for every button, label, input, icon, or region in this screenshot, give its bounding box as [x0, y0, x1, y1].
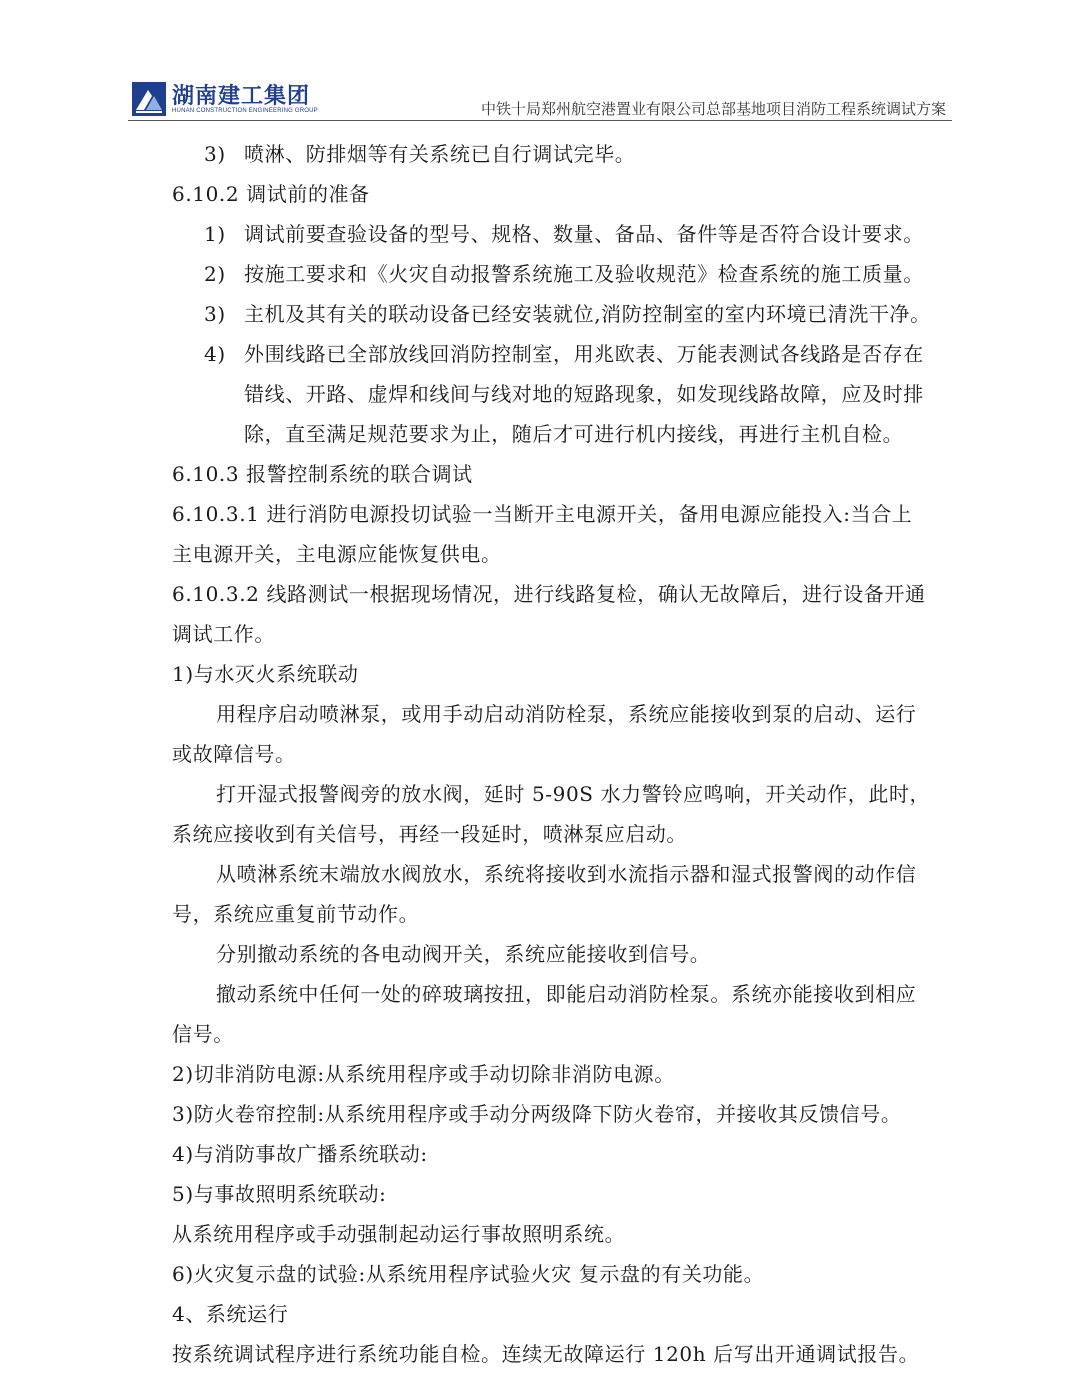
list-item — [172, 294, 962, 334]
section-heading: 4、系统运行 — [172, 1302, 289, 1326]
header-title: 中铁十局郑州航空港置业有限公司总部基地项目消防工程系统调试方案 — [480, 100, 946, 118]
paragraph-line: 主电源开关，主电源应能恢复供电。 — [172, 542, 502, 566]
paragraph-line: 或故障信号。 — [172, 742, 296, 766]
list-number: 3) — [204, 302, 226, 326]
paragraph-line: 号，系统应重复前节动作。 — [172, 902, 420, 926]
page-header — [128, 72, 952, 122]
list-number: 2) — [204, 262, 226, 286]
list-item-continuation: 除，直至满足规范要求为止，随后才可进行机内接线，再进行主机自检。 — [244, 422, 904, 446]
paragraph-line: 调试工作。 — [172, 622, 275, 646]
list-item — [172, 254, 962, 294]
paragraph-line: 从系统用程序或手动强制起动运行事故照明系统。 — [172, 1222, 626, 1246]
list-text: 喷淋、防排烟等有关系统已自行调试完毕。 — [244, 142, 636, 166]
paragraph-line: 系统应接收到有关信号，再经一段延时，喷淋泵应启动。 — [172, 822, 687, 846]
list-number: 4) — [204, 342, 226, 366]
paragraph-line: 4)与消防事故广播系统联动: — [172, 1142, 428, 1166]
list-item — [172, 334, 962, 374]
section-heading: 6.10.3 报警控制系统的联合调试 — [172, 462, 473, 486]
logo-english-name: HUNAN CONSTRUCTION ENGINEERING GROUP — [172, 108, 318, 114]
paragraph-line: 用程序启动喷淋泵，或用手动启动消防栓泵，系统应能接收到泵的启动、运行 — [216, 702, 917, 726]
document-body — [172, 134, 962, 1374]
list-text: 外围线路已全部放线回消防控制室，用兆欧表、万能表测试各线路是否存在 — [244, 342, 924, 366]
paragraph-line: 从喷淋系统末端放水阀放水，系统将接收到水流指示器和湿式报警阀的动作信 — [216, 862, 917, 886]
paragraph-line: 分别撤动系统的各电动阀开关，系统应能接收到信号。 — [216, 942, 711, 966]
section-heading: 6.10.2 调试前的准备 — [172, 182, 370, 206]
paragraph-line: 按系统调试程序进行系统功能自检。连续无故障运行 120h 后写出开通调试报告。 — [172, 1342, 920, 1366]
paragraph-line: 信号。 — [172, 1022, 234, 1046]
paragraph-line: 5)与事故照明系统联动: — [172, 1182, 387, 1206]
paragraph-line: 6.10.3.1 进行消防电源投切试验一当断开主电源开关，备用电源应能投入:当合上 — [172, 502, 913, 526]
list-text: 按施工要求和《火灾自动报警系统施工及验收规范》检查系统的施工质量。 — [244, 262, 924, 286]
company-logo-icon — [132, 82, 166, 116]
list-number: 1) — [204, 222, 226, 246]
list-text: 调试前要查验设备的型号、规格、数量、备品、备件等是否符合设计要求。 — [244, 222, 924, 246]
list-item-continuation: 错线、开路、虚焊和线间与线对地的短路现象，如发现线路故障，应及时排 — [244, 382, 924, 406]
paragraph-line: 6)火灾复示盘的试验:从系统用程序试验火灾 复示盘的有关功能。 — [172, 1262, 765, 1286]
list-number: 3) — [204, 142, 226, 166]
logo-chinese-name: 湖南建工集团 — [172, 84, 311, 109]
paragraph-line: 6.10.3.2 线路测试一根据现场情况，进行线路复检，确认无故障后，进行设备开通 — [172, 582, 926, 606]
list-text: 主机及其有关的联动设备已经安装就位,消防控制室的室内环境已清洗干净。 — [244, 302, 931, 326]
paragraph-line: 2)切非消防电源:从系统用程序或手动切除非消防电源。 — [172, 1062, 675, 1086]
paragraph-line: 3)防火卷帘控制:从系统用程序或手动分两级降下防火卷帘，并接收其反馈信号。 — [172, 1102, 902, 1126]
list-item — [172, 134, 962, 174]
company-logo — [128, 78, 328, 122]
subheading: 1)与水灭火系统联动 — [172, 662, 359, 686]
paragraph-line: 打开湿式报警阀旁的放水阀，延时 5-90S 水力警铃应鸣响，开关动作，此时， — [216, 782, 931, 806]
paragraph-line: 撤动系统中任何一处的碎玻璃按扭，即能启动消防栓泵。系统亦能接收到相应 — [216, 982, 917, 1006]
list-item — [172, 214, 962, 254]
header-divider — [128, 120, 952, 121]
